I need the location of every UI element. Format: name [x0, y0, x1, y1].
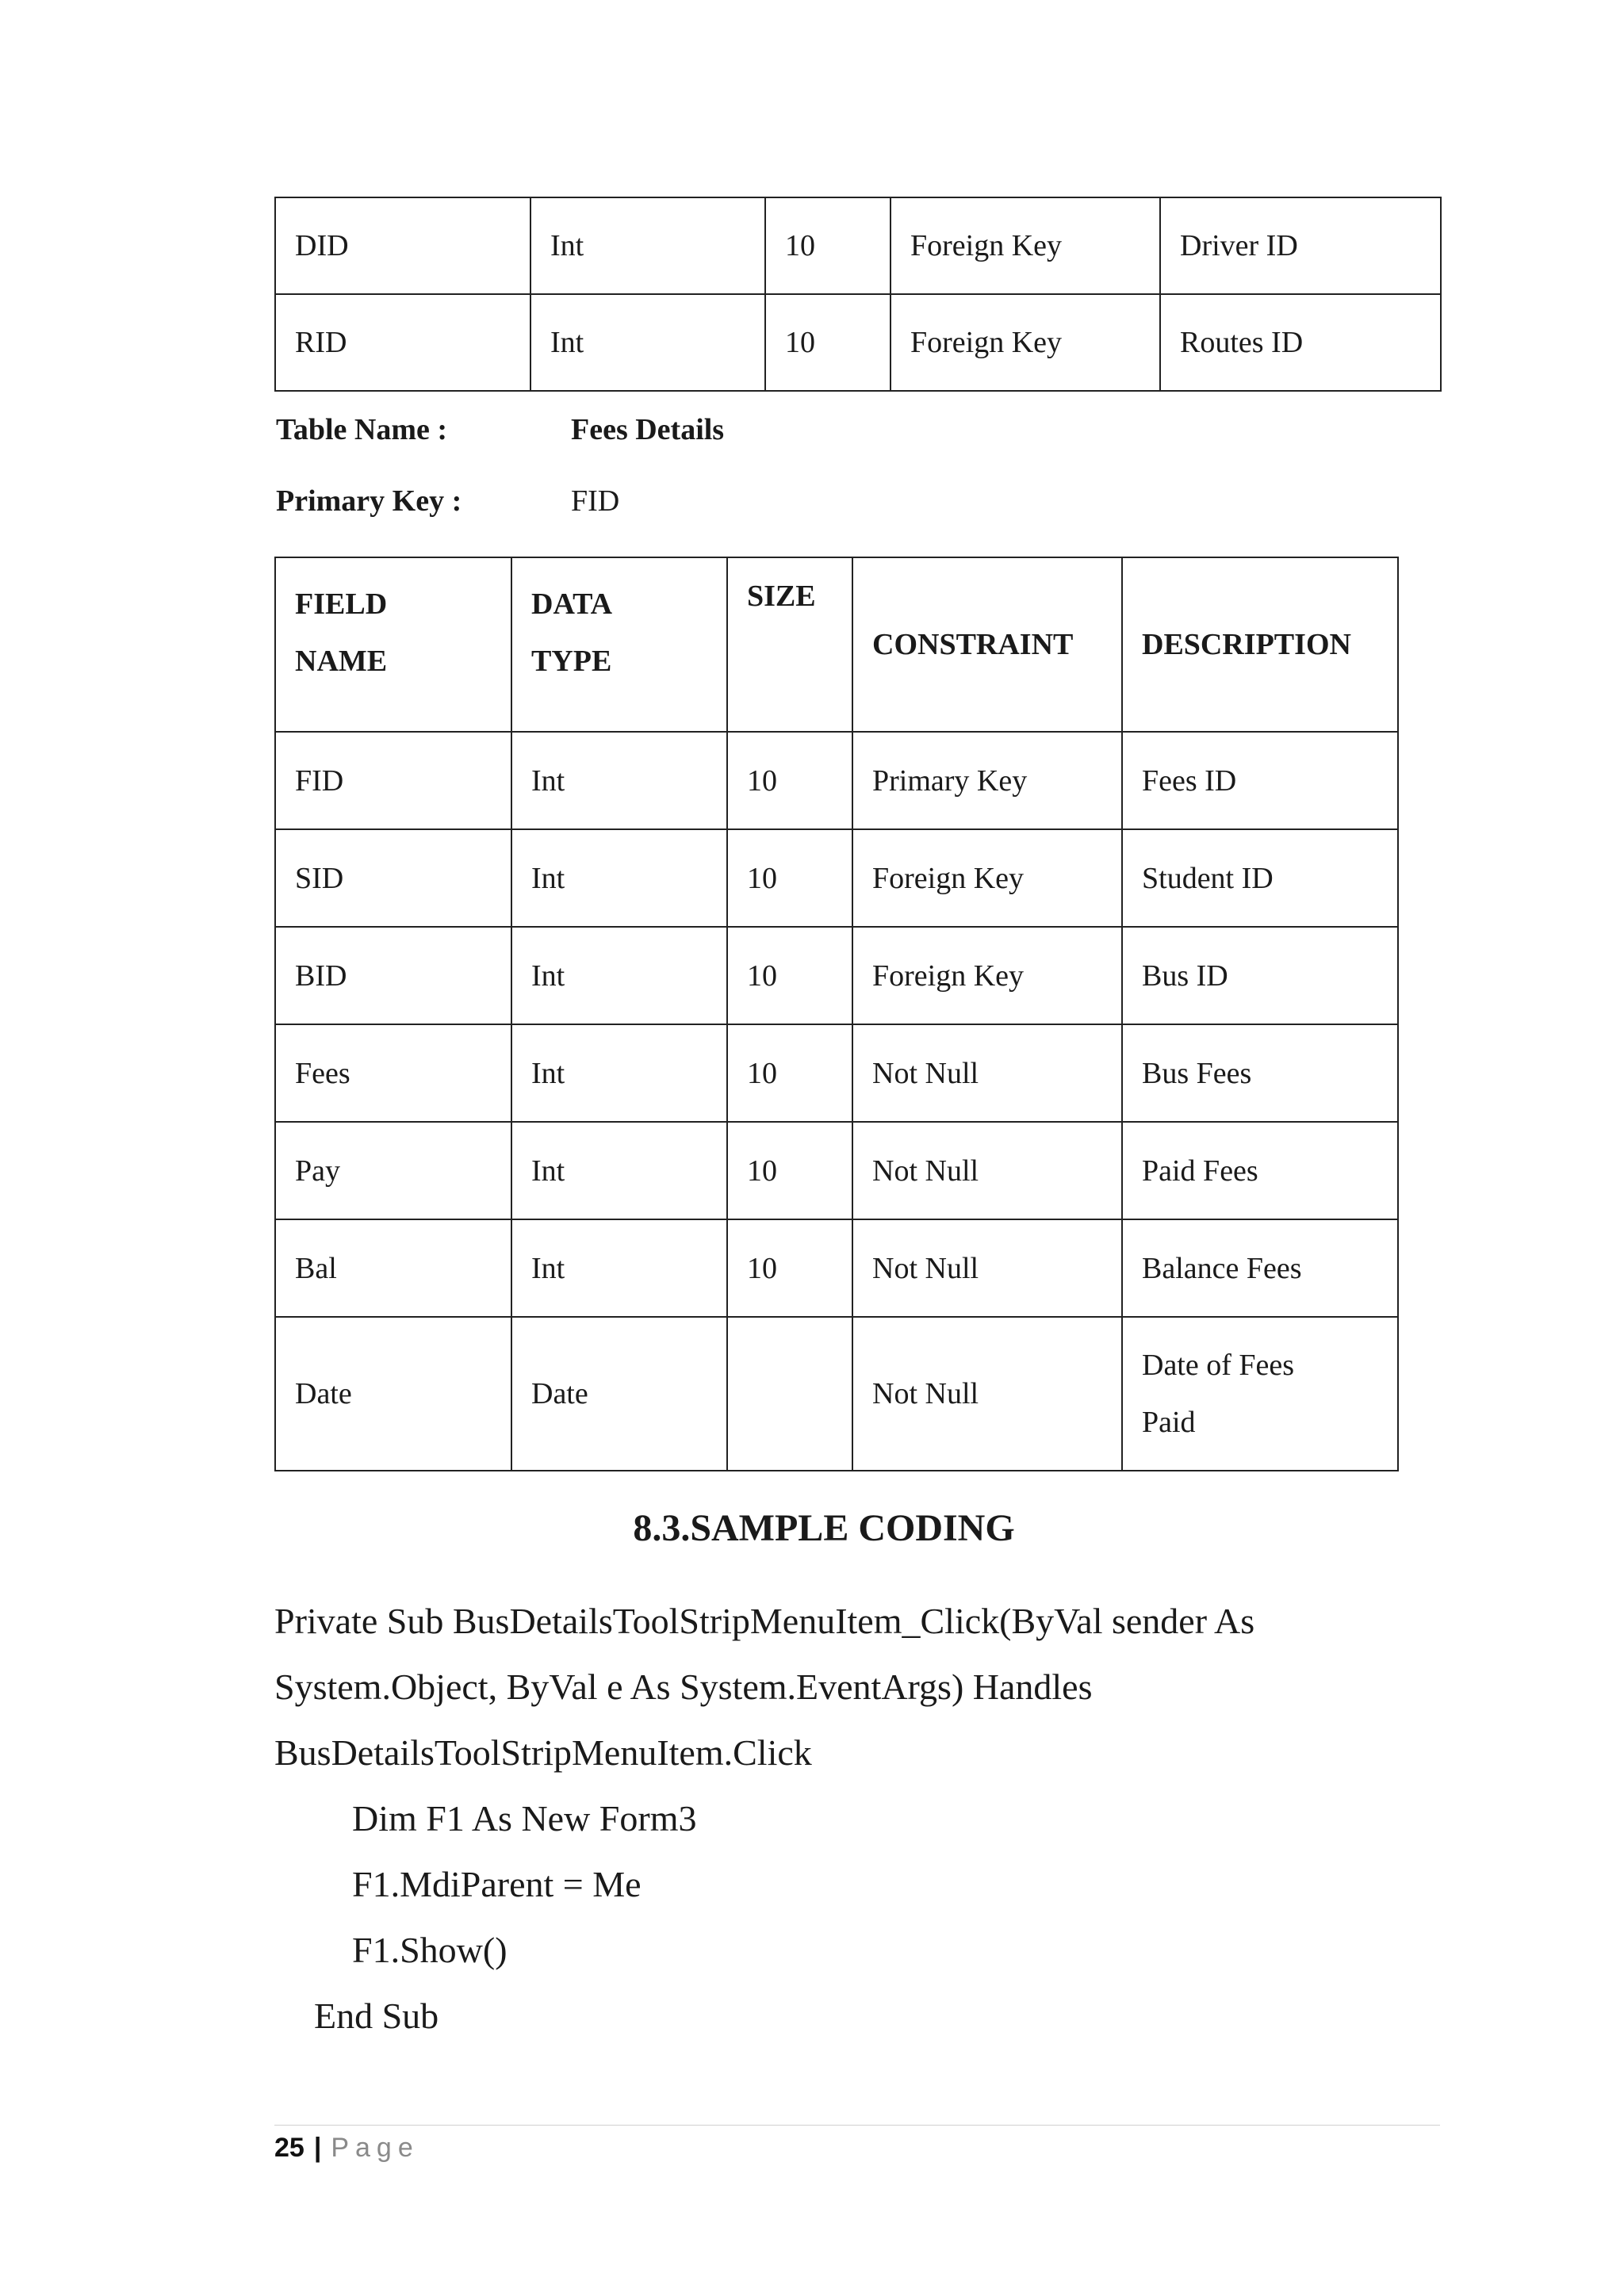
table-row — [275, 927, 1398, 1024]
table-cell: Student ID — [1122, 829, 1398, 927]
table-cell: Bus ID — [1122, 927, 1398, 1024]
table-cell: 10 — [765, 197, 891, 294]
table-cell: Not Null — [852, 1219, 1122, 1317]
fees-details-table — [274, 557, 1399, 1471]
table-cell: 10 — [765, 294, 891, 391]
table-cell: Not Null — [852, 1122, 1122, 1219]
table-cell: Not Null — [852, 1317, 1122, 1471]
table-cell: 10 — [727, 829, 852, 927]
header-size: SIZE — [727, 557, 852, 732]
table-cell: Not Null — [852, 1024, 1122, 1122]
table-cell: Pay — [275, 1122, 511, 1219]
primary-key-label: Primary Key : — [276, 484, 462, 518]
table-cell: Int — [530, 197, 765, 294]
table-cell: Fees — [275, 1024, 511, 1122]
table-cell: 10 — [727, 732, 852, 829]
table-row — [275, 294, 1441, 391]
table-row — [275, 197, 1441, 294]
routes-table-continuation — [274, 197, 1442, 392]
header-data-type — [511, 557, 727, 732]
table-row — [275, 732, 1398, 829]
header-text: DATA — [531, 587, 613, 621]
table-cell: RID — [275, 294, 530, 391]
code-line: Dim F1 As New Form3 — [352, 1798, 697, 1839]
table-header-row — [275, 557, 1398, 732]
code-line: System.Object, ByVal e As System.EventArgs) Handles — [274, 1667, 1093, 1707]
table-row — [275, 1219, 1398, 1317]
page-number: 25 — [274, 2133, 304, 2163]
table-cell: 10 — [727, 927, 852, 1024]
table-cell: Int — [511, 829, 727, 927]
code-line: F1.MdiParent = Me — [352, 1864, 642, 1904]
footer-separator: | — [313, 2133, 322, 2163]
table-cell: Paid Fees — [1122, 1122, 1398, 1219]
table-row — [275, 1024, 1398, 1122]
table-row — [275, 1317, 1398, 1471]
code-line: End Sub — [314, 1996, 439, 2036]
table-name-value: Fees Details — [571, 413, 725, 446]
table-row — [275, 1122, 1398, 1219]
primary-key-value: FID — [571, 484, 620, 518]
section-heading: 8.3.SAMPLE CODING — [633, 1507, 1015, 1549]
table-cell: Routes ID — [1160, 294, 1441, 391]
table-name-label: Table Name : — [276, 413, 448, 446]
table-cell: Int — [530, 294, 765, 391]
cell-text: Paid — [1142, 1406, 1196, 1439]
header-constraint: CONSTRAINT — [852, 557, 1122, 732]
table-cell: Primary Key — [852, 732, 1122, 829]
table-cell — [1122, 1317, 1398, 1471]
table-cell: 10 — [727, 1024, 852, 1122]
header-text: TYPE — [531, 645, 612, 678]
table-cell: Foreign Key — [852, 927, 1122, 1024]
header-description: DESCRIPTION — [1122, 557, 1398, 732]
table-cell: Date — [511, 1317, 727, 1471]
page-footer — [274, 2133, 419, 2164]
table-cell — [727, 1317, 852, 1471]
header-text: FIELD — [295, 587, 388, 621]
footer-divider — [274, 2125, 1440, 2126]
table-cell: Foreign Key — [891, 197, 1160, 294]
table-cell: Fees ID — [1122, 732, 1398, 829]
table-cell: 10 — [727, 1122, 852, 1219]
table-cell: DID — [275, 197, 530, 294]
table-cell: Int — [511, 927, 727, 1024]
table-cell: FID — [275, 732, 511, 829]
cell-text: Date of Fees — [1142, 1349, 1295, 1382]
header-field-name — [275, 557, 511, 732]
table-cell: Int — [511, 1122, 727, 1219]
table-cell: Foreign Key — [852, 829, 1122, 927]
code-line: Private Sub BusDetailsToolStripMenuItem_Click(ByVal sender As — [274, 1601, 1255, 1641]
table-cell: Int — [511, 1219, 727, 1317]
table-cell: Bal — [275, 1219, 511, 1317]
table-row — [275, 829, 1398, 927]
footer-page-word: Page — [331, 2133, 419, 2163]
code-line: F1.Show() — [352, 1930, 508, 1970]
table-cell: Date — [275, 1317, 511, 1471]
code-line: BusDetailsToolStripMenuItem.Click — [274, 1732, 812, 1773]
table-cell: Foreign Key — [891, 294, 1160, 391]
table-cell: Int — [511, 1024, 727, 1122]
table-cell: Driver ID — [1160, 197, 1441, 294]
table-cell: Int — [511, 732, 727, 829]
table-cell: Bus Fees — [1122, 1024, 1398, 1122]
table-cell: SID — [275, 829, 511, 927]
header-text: NAME — [295, 645, 388, 678]
table-cell: BID — [275, 927, 511, 1024]
table-cell: Balance Fees — [1122, 1219, 1398, 1317]
table-cell: 10 — [727, 1219, 852, 1317]
